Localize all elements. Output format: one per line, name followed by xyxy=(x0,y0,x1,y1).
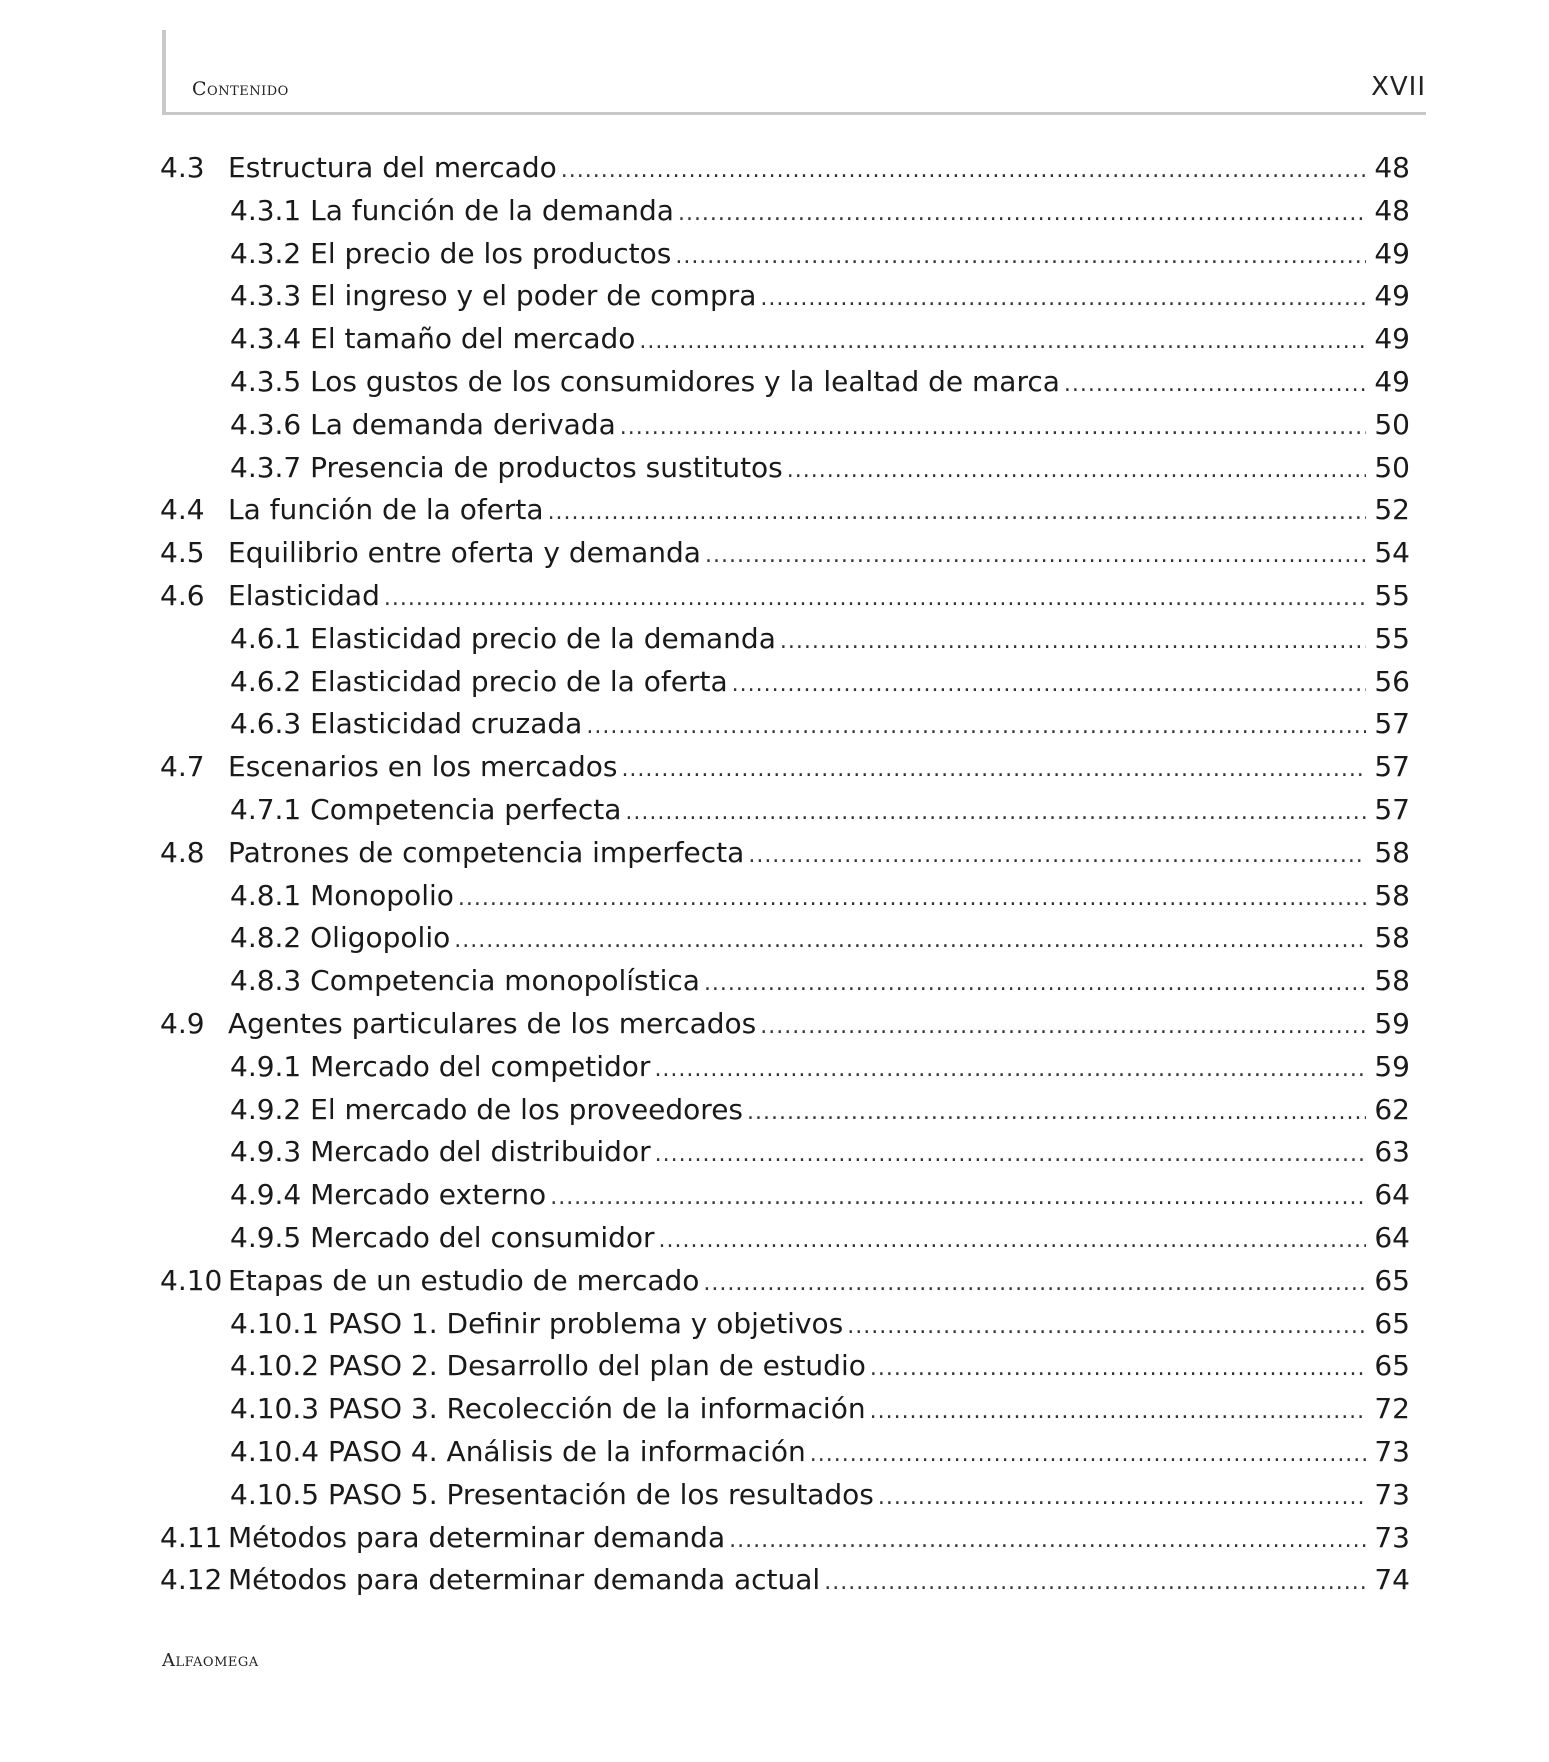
toc-entry-page: 58 xyxy=(1374,835,1410,869)
toc-entry[interactable] xyxy=(160,1007,1410,1050)
toc-entry[interactable] xyxy=(160,279,1410,322)
toc-entry[interactable] xyxy=(160,879,1410,922)
toc-dot-leader xyxy=(878,1485,1366,1510)
toc-dot-leader xyxy=(639,329,1366,354)
toc-entry[interactable] xyxy=(160,1435,1410,1478)
toc-entry-page: 58 xyxy=(1374,921,1410,955)
toc-dot-leader xyxy=(704,971,1366,996)
toc-entry-title: 4.6.2 Elasticidad precio de la oferta xyxy=(230,664,728,698)
toc-entry-page: 62 xyxy=(1374,1092,1410,1126)
toc-entry-page: 49 xyxy=(1374,236,1410,270)
toc-entry-page: 73 xyxy=(1374,1434,1410,1468)
toc-dot-leader xyxy=(747,1100,1366,1125)
toc-entry-title: 4.10.1 PASO 1. Definir problema y objetivos xyxy=(230,1306,844,1340)
toc-dot-leader xyxy=(1064,372,1366,397)
toc-entry[interactable] xyxy=(160,536,1410,579)
toc-entry[interactable] xyxy=(160,750,1410,793)
toc-dot-leader xyxy=(384,586,1366,611)
toc-entry-page: 55 xyxy=(1374,578,1410,612)
toc-dot-leader xyxy=(659,1228,1366,1253)
toc-dot-leader xyxy=(678,201,1366,226)
toc-entry[interactable] xyxy=(160,1307,1410,1350)
toc-entry[interactable] xyxy=(160,665,1410,708)
toc-entry[interactable] xyxy=(160,408,1410,451)
toc-entry-page: 58 xyxy=(1374,964,1410,998)
header-rule xyxy=(162,112,1426,115)
toc-dot-leader xyxy=(824,1570,1366,1595)
toc-dot-leader xyxy=(748,843,1366,868)
toc-entry[interactable] xyxy=(160,964,1410,1007)
toc-entry-title: 4.9.5 Mercado del consumidor xyxy=(230,1220,655,1254)
toc-entry-title: 4.7.1 Competencia perfecta xyxy=(230,792,622,826)
toc-dot-leader xyxy=(703,1271,1366,1296)
toc-entry-title: 4.10.2 PASO 2. Desarrollo del plan de estudio xyxy=(230,1349,866,1383)
toc-entry-page: 48 xyxy=(1374,151,1410,184)
toc-dot-leader xyxy=(705,543,1366,568)
toc-entry-page: 63 xyxy=(1374,1135,1410,1169)
toc-entry-page: 65 xyxy=(1374,1349,1410,1383)
toc-entry-title: 4.8.3 Competencia monopolística xyxy=(230,964,700,998)
toc-entry-title: 4.3.2 El precio de los productos xyxy=(230,236,672,270)
toc-entry-title: 4.6.3 Elasticidad cruzada xyxy=(230,707,583,741)
toc-entry-title: Equilibrio entre oferta y demanda xyxy=(228,536,701,570)
toc-dot-leader xyxy=(655,1142,1366,1167)
toc-dot-leader xyxy=(732,672,1366,697)
toc-dot-leader xyxy=(870,1356,1366,1381)
toc-dot-leader xyxy=(654,1057,1366,1082)
toc-entry[interactable] xyxy=(160,1264,1410,1307)
toc-dot-leader xyxy=(620,415,1366,440)
toc-entry[interactable] xyxy=(160,1178,1410,1221)
toc-entry-page: 54 xyxy=(1374,536,1410,570)
toc-entry-title: Estructura del mercado xyxy=(228,151,557,184)
toc-entry[interactable] xyxy=(160,1478,1410,1521)
toc-entry[interactable] xyxy=(160,1521,1410,1564)
toc-entry-page: 74 xyxy=(1374,1563,1410,1597)
toc-entry-title: 4.10.4 PASO 4. Análisis de la información xyxy=(230,1434,806,1468)
toc-entry[interactable] xyxy=(160,707,1410,750)
toc-entry-page: 64 xyxy=(1374,1220,1410,1254)
toc-entry-title: Etapas de un estudio de mercado xyxy=(228,1263,700,1297)
toc-entry-page: 57 xyxy=(1374,792,1410,826)
toc-entry-title: 4.8.1 Monopolio xyxy=(230,878,454,912)
toc-entry-title: 4.9.1 Mercado del competidor xyxy=(230,1049,651,1083)
toc-entry-number: 4.4 xyxy=(160,493,205,527)
toc-entry-page: 50 xyxy=(1374,407,1410,441)
toc-entry[interactable] xyxy=(160,1135,1410,1178)
toc-dot-leader xyxy=(760,286,1366,311)
toc-dot-leader xyxy=(675,244,1366,269)
toc-dot-leader xyxy=(625,800,1366,825)
toc-entry-page: 65 xyxy=(1374,1263,1410,1297)
toc-entry[interactable] xyxy=(160,1221,1410,1264)
toc-entry[interactable] xyxy=(160,836,1410,879)
running-header-section: Contenido xyxy=(192,78,289,100)
toc-dot-leader xyxy=(870,1399,1366,1424)
toc-entry-page: 72 xyxy=(1374,1392,1410,1426)
toc-dot-leader xyxy=(458,886,1366,911)
toc-dot-leader xyxy=(548,500,1366,525)
toc-entry-page: 55 xyxy=(1374,621,1410,655)
toc-entry-number: 4.11 xyxy=(160,1520,223,1554)
toc-entry[interactable] xyxy=(160,1093,1410,1136)
toc-dot-leader xyxy=(550,1185,1366,1210)
toc-entry-number: 4.6 xyxy=(160,578,205,612)
toc-entry-page: 73 xyxy=(1374,1477,1410,1511)
toc-entry-page: 48 xyxy=(1374,193,1410,227)
toc-entry-number: 4.10 xyxy=(160,1263,223,1297)
toc-entry[interactable] xyxy=(160,579,1410,622)
toc-dot-leader xyxy=(729,1528,1366,1553)
toc-entry-number: 4.8 xyxy=(160,835,205,869)
toc-dot-leader xyxy=(847,1314,1366,1339)
toc-entry-number: 4.9 xyxy=(160,1006,205,1040)
toc-entry-title: Elasticidad xyxy=(228,578,380,612)
toc-entry[interactable] xyxy=(160,793,1410,836)
toc-entry-title: 4.3.4 El tamaño del mercado xyxy=(230,322,636,356)
toc-entry-title: 4.10.5 PASO 5. Presentación de los resultados xyxy=(230,1477,874,1511)
footer-publisher: Alfaomega xyxy=(162,1650,259,1671)
toc-entry-title: 4.3.3 El ingreso y el poder de compra xyxy=(230,279,757,313)
toc-entry[interactable] xyxy=(160,1563,1410,1606)
toc-entry-number: 4.7 xyxy=(160,750,205,784)
toc-entry-page: 49 xyxy=(1374,322,1410,356)
toc-dot-leader xyxy=(810,1442,1366,1467)
toc-entry[interactable] xyxy=(160,451,1410,494)
toc-entry-page: 64 xyxy=(1374,1178,1410,1212)
toc-entry-title: La función de la oferta xyxy=(228,493,544,527)
toc-entry-title: 4.3.1 La función de la demanda xyxy=(230,193,674,227)
page-number: XVII xyxy=(1371,72,1426,102)
toc-entry-page: 56 xyxy=(1374,664,1410,698)
table-of-contents xyxy=(160,151,1410,1606)
toc-entry[interactable] xyxy=(160,237,1410,280)
toc-entry-title: 4.9.2 El mercado de los proveedores xyxy=(230,1092,744,1126)
toc-entry-page: 73 xyxy=(1374,1520,1410,1554)
toc-entry-title: 4.3.7 Presencia de productos sustitutos xyxy=(230,450,783,484)
toc-entry[interactable] xyxy=(160,151,1410,194)
toc-entry-page: 65 xyxy=(1374,1306,1410,1340)
toc-entry-page: 59 xyxy=(1374,1049,1410,1083)
toc-entry-title: 4.9.3 Mercado del distribuidor xyxy=(230,1135,651,1169)
toc-entry-title: 4.3.6 La demanda derivada xyxy=(230,407,616,441)
toc-entry-page: 50 xyxy=(1374,450,1410,484)
toc-entry-title: Métodos para determinar demanda actual xyxy=(228,1563,821,1597)
toc-dot-leader xyxy=(621,757,1366,782)
toc-entry[interactable] xyxy=(160,622,1410,665)
toc-entry-page: 52 xyxy=(1374,493,1410,527)
toc-dot-leader xyxy=(561,158,1366,183)
toc-entry-title: Escenarios en los mercados xyxy=(228,750,618,784)
toc-entry-title: 4.10.3 PASO 3. Recolección de la información xyxy=(230,1392,866,1426)
toc-entry-page: 59 xyxy=(1374,1006,1410,1040)
toc-dot-leader xyxy=(787,458,1366,483)
toc-entry-title: Métodos para determinar demanda xyxy=(228,1520,726,1554)
toc-entry[interactable] xyxy=(160,1349,1410,1392)
toc-entry-title: 4.8.2 Oligopolio xyxy=(230,921,451,955)
toc-entry-page: 49 xyxy=(1374,364,1410,398)
toc-dot-leader xyxy=(760,1014,1366,1039)
toc-entry-title: Patrones de competencia imperfecta xyxy=(228,835,745,869)
toc-entry-page: 57 xyxy=(1374,707,1410,741)
toc-entry-page: 57 xyxy=(1374,750,1410,784)
toc-entry[interactable] xyxy=(160,1392,1410,1435)
toc-entry[interactable] xyxy=(160,365,1410,408)
toc-entry-number: 4.3 xyxy=(160,151,205,184)
toc-entry-page: 49 xyxy=(1374,279,1410,313)
toc-entry-page: 58 xyxy=(1374,878,1410,912)
toc-entry[interactable] xyxy=(160,921,1410,964)
toc-entry[interactable] xyxy=(160,493,1410,536)
toc-entry-title: 4.9.4 Mercado externo xyxy=(230,1178,547,1212)
toc-dot-leader xyxy=(454,928,1366,953)
toc-entry[interactable] xyxy=(160,322,1410,365)
toc-entry-title: 4.3.5 Los gustos de los consumidores y la lealtad de marca xyxy=(230,364,1060,398)
running-header xyxy=(162,72,1426,112)
toc-entry[interactable] xyxy=(160,1050,1410,1093)
toc-entry[interactable] xyxy=(160,194,1410,237)
toc-entry-title: 4.6.1 Elasticidad precio de la demanda xyxy=(230,621,776,655)
toc-entry-number: 4.5 xyxy=(160,536,205,570)
toc-entry-number: 4.12 xyxy=(160,1563,223,1597)
toc-dot-leader xyxy=(586,714,1366,739)
toc-dot-leader xyxy=(780,629,1366,654)
toc-entry-title: Agentes particulares de los mercados xyxy=(228,1006,757,1040)
